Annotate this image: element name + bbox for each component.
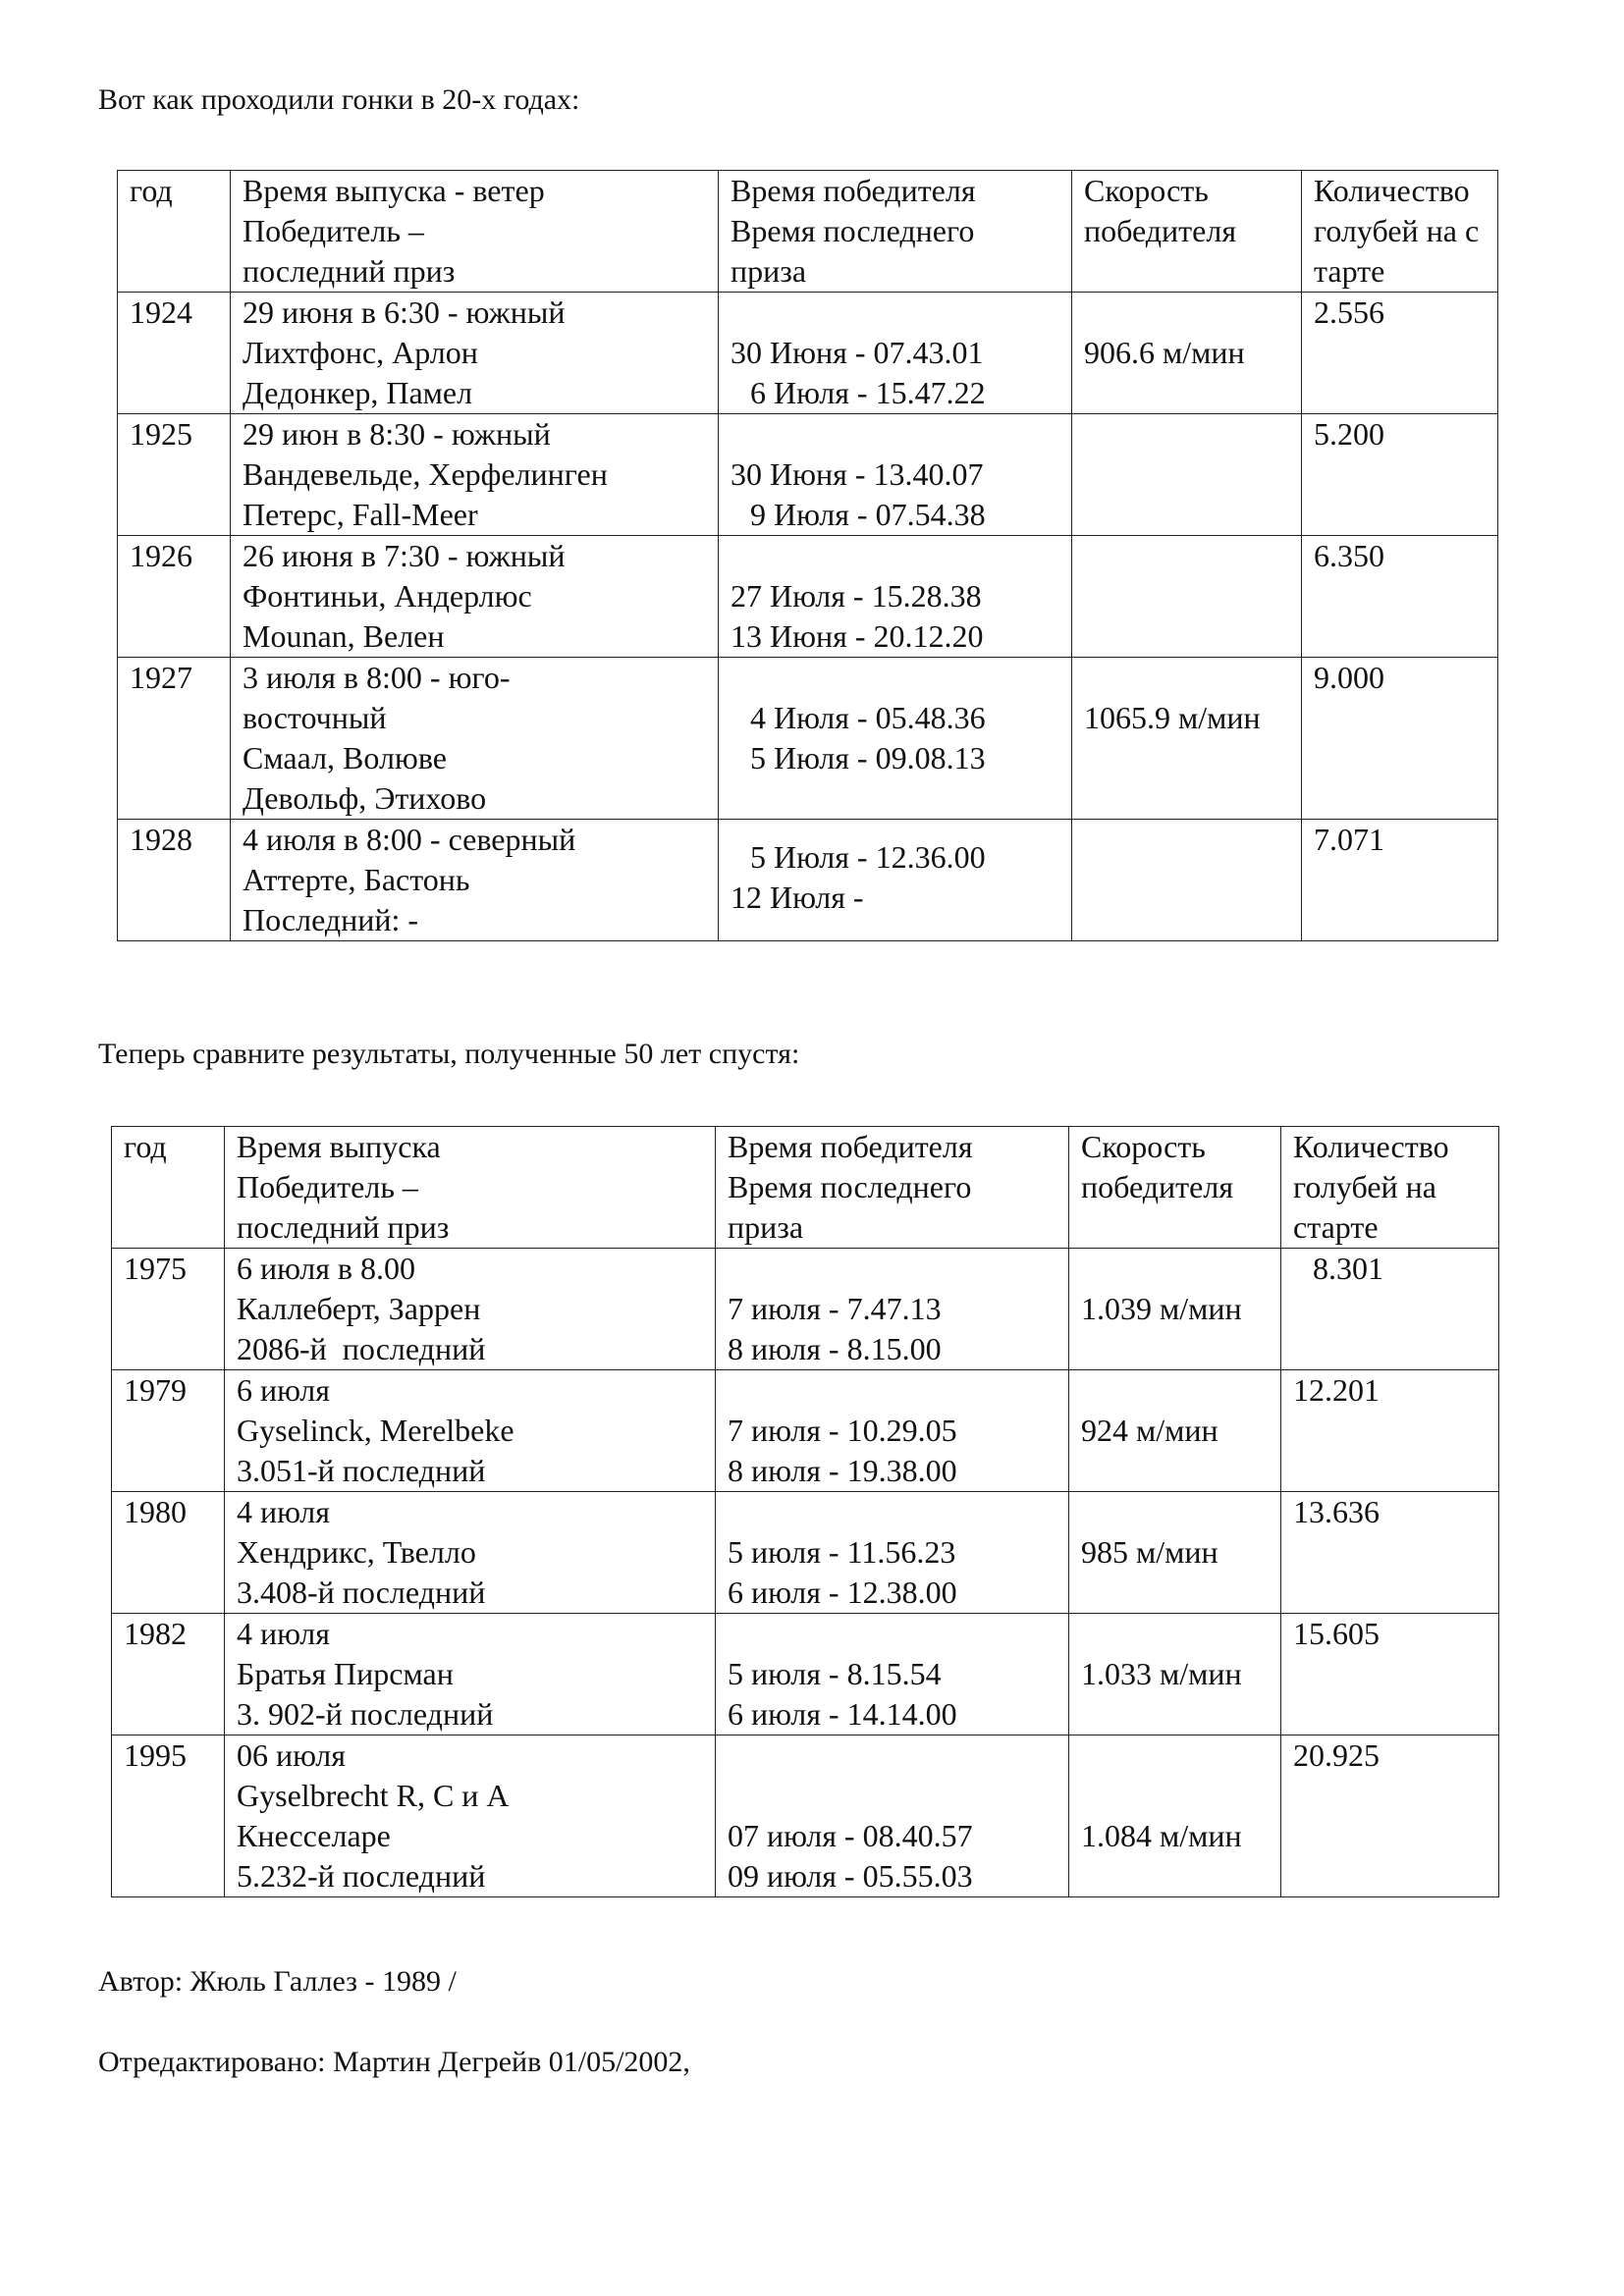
header-year: год [112,1127,225,1249]
header-speed: Скорость победителя [1069,1127,1281,1249]
row-speed [1072,536,1302,658]
row-times: 27 Июля - 15.28.38 13 Июня - 20.12.20 [719,536,1072,658]
header-release: Время выпуска - ветер Победитель – последний приз [231,171,719,293]
row-count: 9.000 [1302,658,1498,820]
edited-line: Отредактировано: Мартин Дегрейв 01/05/2002, [98,2046,690,2078]
row-year: 1926 [118,536,231,658]
row-times: 5 июля - 8.15.54 6 июля - 14.14.00 [716,1614,1069,1735]
row-times: 30 Июня - 13.40.07 9 Июля - 07.54.38 [719,414,1072,536]
table-row [112,1249,1499,1370]
row-release: 4 июля Хендрикс, Твелло 3.408-й последний [225,1492,716,1614]
row-speed: 1.033 м/мин [1069,1614,1281,1735]
row-times: 4 Июля - 05.48.36 5 Июля - 09.08.13 [719,658,1072,820]
row-speed: 985 м/мин [1069,1492,1281,1614]
row-year: 1925 [118,414,231,536]
row-year: 1924 [118,293,231,414]
table-header-row [118,171,1498,293]
row-times: 5 Июля - 12.36.00 12 Июля - [719,820,1072,941]
table-row [118,820,1498,941]
row-count: 5.200 [1302,414,1498,536]
header-speed: Скорость победителя [1072,171,1302,293]
row-release: 3 июля в 8:00 - юго-восточный Смаал, Волюве Девольф, Этихово [231,658,719,820]
races-1920s-table [117,170,1498,941]
intro-later: Теперь сравните результаты, полученные 50 лет спустя: [98,1038,800,1070]
row-release: 29 июня в 6:30 - южный Лихтфонс, Арлон Дедонкер, Памел [231,293,719,414]
row-times: 30 Июня - 07.43.01 6 Июля - 15.47.22 [719,293,1072,414]
header-winner-time: Время победителя Время последнего приза [719,171,1072,293]
table-row [112,1614,1499,1735]
row-count: 2.556 [1302,293,1498,414]
row-times: 7 июля - 7.47.13 8 июля - 8.15.00 [716,1249,1069,1370]
row-release: 4 июля Братья Пирсман 3. 902-й последний [225,1614,716,1735]
table-row [112,1370,1499,1492]
row-speed: 906.6 м/мин [1072,293,1302,414]
table-row [112,1492,1499,1614]
races-later-table [111,1126,1499,1897]
row-count: 12.201 [1281,1370,1499,1492]
row-release: 4 июля в 8:00 - северный Аттерте, Бастонь Последний: - [231,820,719,941]
table-row [118,536,1498,658]
row-year: 1982 [112,1614,225,1735]
header-year: год [118,171,231,293]
row-year: 1995 [112,1735,225,1897]
header-release: Время выпуска Победитель – последний приз [225,1127,716,1249]
row-speed: 1065.9 м/мин [1072,658,1302,820]
row-count: 7.071 [1302,820,1498,941]
row-speed: 924 м/мин [1069,1370,1281,1492]
row-release: 26 июня в 7:30 - южный Фонтиньи, Андерлюс Mounan, Велен [231,536,719,658]
row-speed: 1.084 м/мин [1069,1735,1281,1897]
row-count: 13.636 [1281,1492,1499,1614]
row-release: 29 июн в 8:30 - южный Вандевельде, Херфелинген Петерс, Fall-Meer [231,414,719,536]
row-year: 1928 [118,820,231,941]
row-release: 6 июля Gyselinck, Merelbeke 3.051-й последний [225,1370,716,1492]
table-row [118,293,1498,414]
row-year: 1979 [112,1370,225,1492]
table-row [112,1735,1499,1897]
row-year: 1975 [112,1249,225,1370]
author-line: Автор: Жюль Галлез - 1989 / [98,1965,457,1998]
row-speed [1072,414,1302,536]
row-times: 5 июля - 11.56.23 6 июля - 12.38.00 [716,1492,1069,1614]
row-year: 1927 [118,658,231,820]
row-count: 15.605 [1281,1614,1499,1735]
header-count: Количество голубей на старте [1281,1127,1499,1249]
header-winner-time: Время победителя Время последнего приза [716,1127,1069,1249]
intro-1920s: Вот как проходили гонки в 20-х годах: [98,83,580,116]
table-row [118,658,1498,820]
row-count: 8.301 [1281,1249,1499,1370]
table-row [118,414,1498,536]
row-year: 1980 [112,1492,225,1614]
row-times: 7 июля - 10.29.05 8 июля - 19.38.00 [716,1370,1069,1492]
table-header-row [112,1127,1499,1249]
row-release: 06 июля Gyselbrecht R, C и A Кнесселаре 5.232-й последний [225,1735,716,1897]
row-count: 6.350 [1302,536,1498,658]
row-times: 07 июля - 08.40.57 09 июля - 05.55.03 [716,1735,1069,1897]
header-count: Количество голубей на старте [1302,171,1498,293]
row-count: 20.925 [1281,1735,1499,1897]
row-speed [1072,820,1302,941]
row-release: 6 июля в 8.00 Каллеберт, Заррен 2086-й последний [225,1249,716,1370]
row-speed: 1.039 м/мин [1069,1249,1281,1370]
